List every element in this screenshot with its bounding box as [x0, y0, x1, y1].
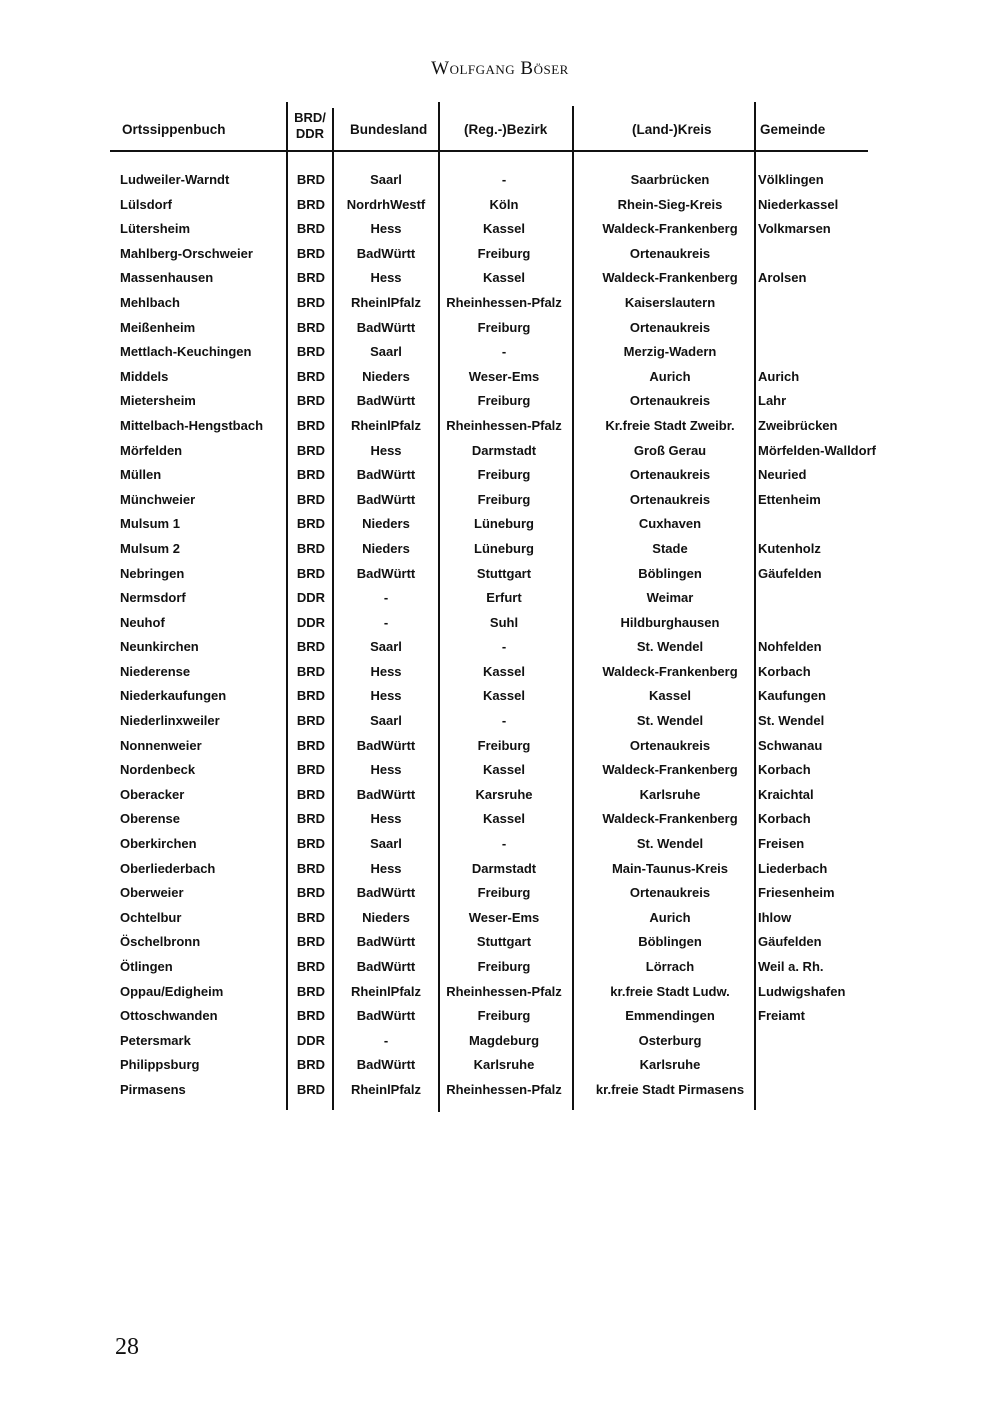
cell-bezirk: Rheinhessen-Pfalz	[446, 417, 562, 433]
cell-gemeinde: Freisen	[758, 836, 805, 852]
cell-bundesland: BadWürtt	[356, 1057, 416, 1073]
cell-brd-ddr: BRD	[296, 319, 326, 335]
cell-bezirk: Stuttgart	[476, 934, 532, 950]
cell-brd-ddr: DDR	[296, 1032, 326, 1048]
cell-bezirk: Freiburg	[477, 319, 531, 335]
cell-kreis: Lörrach	[645, 959, 695, 974]
cell-kreis: Ortenaukreis	[629, 245, 711, 261]
table-row	[110, 465, 890, 490]
cell-kreis: Groß Gerau	[633, 442, 707, 458]
cell-bundesland: Hess	[370, 270, 402, 286]
cell-kreis: Karlsruhe	[639, 786, 701, 802]
cell-bundesland: -	[383, 1032, 389, 1048]
cell-gemeinde: Kutenholz	[758, 540, 821, 556]
cell-brd-ddr: BRD	[296, 688, 326, 704]
cell-bundesland: Hess	[370, 663, 402, 679]
cell-ortssippenbuch: Middels	[120, 368, 169, 384]
cell-bezirk: Freiburg	[477, 245, 531, 261]
cell-brd-ddr: BRD	[296, 540, 326, 556]
cell-ortssippenbuch: Nordenbeck	[120, 762, 196, 778]
cell-gemeinde: Ludwigshafen	[758, 983, 846, 999]
cell-brd-ddr: BRD	[296, 860, 326, 876]
header-brd-ddr-top: BRD/	[294, 110, 326, 125]
cell-ortssippenbuch: Mehlbach	[120, 294, 180, 310]
header-gemeinde: Gemeinde	[760, 122, 826, 137]
cell-ortssippenbuch: Oberkirchen	[120, 836, 197, 852]
cell-bundesland: Hess	[370, 442, 402, 458]
cell-kreis: Böblingen	[638, 565, 702, 581]
cell-bezirk: Darmstadt	[471, 860, 537, 876]
cell-bezirk: Weser-Ems	[468, 909, 540, 925]
cell-gemeinde: Lahr	[758, 393, 787, 409]
cell-ortssippenbuch: Petersmark	[120, 1032, 191, 1048]
cell-ortssippenbuch: Mulsum 2	[120, 540, 180, 556]
table-row	[110, 170, 890, 195]
cell-kreis: Karlsruhe	[639, 1057, 701, 1073]
cell-kreis: Weimar	[646, 590, 694, 606]
cell-gemeinde: Friesenheim	[758, 885, 835, 901]
header-brd-ddr-bottom: DDR	[295, 126, 325, 141]
cell-brd-ddr: BRD	[296, 639, 326, 655]
register-table	[110, 102, 890, 1112]
cell-bundesland: BadWürtt	[356, 245, 416, 261]
cell-ortssippenbuch: Oberacker	[120, 786, 185, 802]
cell-ortssippenbuch: Mettlach-Keuchingen	[120, 344, 252, 360]
cell-bundesland: -	[383, 614, 389, 630]
cell-gemeinde: Mörfelden-Walldorf	[758, 442, 876, 458]
cell-kreis: St. Wendel	[636, 639, 704, 655]
cell-bezirk: Rheinhessen-Pfalz	[446, 1081, 562, 1097]
cell-kreis: Main-Taunus-Kreis	[611, 860, 729, 876]
cell-brd-ddr: BRD	[296, 983, 326, 999]
table-row	[110, 957, 890, 982]
table-row	[110, 760, 890, 785]
cell-kreis: St. Wendel	[636, 713, 704, 729]
cell-ortssippenbuch: Nebringen	[120, 565, 185, 581]
table-row	[110, 1006, 890, 1031]
cell-bezirk: -	[501, 639, 507, 655]
cell-bezirk: Weser-Ems	[468, 368, 540, 384]
cell-gemeinde: Neuried	[758, 467, 807, 483]
cell-ortssippenbuch: Lülsdorf	[120, 196, 172, 212]
cell-ortssippenbuch: Neunkirchen	[120, 639, 199, 655]
cell-ortssippenbuch: Ötlingen	[120, 959, 173, 974]
cell-ortssippenbuch: Massenhausen	[120, 270, 214, 286]
cell-ortssippenbuch: Nonnenweier	[120, 737, 202, 753]
header-brd-ddr	[290, 110, 330, 142]
cell-gemeinde: Weil a. Rh.	[758, 959, 824, 974]
table-row	[110, 293, 890, 318]
cell-ortssippenbuch: Mörfelden	[120, 442, 183, 458]
cell-ortssippenbuch: Mittelbach-Hengstbach	[120, 417, 264, 433]
cell-bezirk: -	[501, 836, 507, 852]
cell-bezirk: Karsruhe	[475, 786, 533, 802]
cell-ortssippenbuch: Oberliederbach	[120, 860, 216, 876]
cell-bundesland: BadWürtt	[356, 491, 416, 507]
cell-gemeinde: Völklingen	[758, 172, 824, 187]
cell-brd-ddr: BRD	[296, 491, 326, 507]
cell-kreis: Böblingen	[638, 934, 702, 950]
cell-gemeinde: Ettenheim	[758, 491, 821, 507]
cell-bezirk: Köln	[489, 196, 519, 212]
cell-bezirk: -	[501, 713, 507, 729]
cell-brd-ddr: BRD	[296, 245, 326, 261]
cell-brd-ddr: BRD	[296, 934, 326, 950]
cell-ortssippenbuch: Nermsdorf	[120, 590, 186, 606]
table-body	[110, 170, 890, 1105]
table-row	[110, 662, 890, 687]
table-row	[110, 564, 890, 589]
table-row	[110, 195, 890, 220]
cell-ortssippenbuch: Öschelbronn	[120, 934, 201, 950]
cell-ortssippenbuch: Münchweier	[120, 491, 196, 507]
table-row	[110, 318, 890, 343]
cell-bundesland: -	[383, 590, 389, 606]
header-ortssippenbuch: Ortssippenbuch	[122, 122, 226, 137]
table-row	[110, 490, 890, 515]
table-row	[110, 514, 890, 539]
cell-brd-ddr: BRD	[296, 1057, 326, 1073]
cell-gemeinde: Korbach	[758, 811, 811, 827]
cell-bundesland: Hess	[370, 762, 402, 778]
cell-ortssippenbuch: Müllen	[120, 467, 162, 483]
cell-brd-ddr: BRD	[296, 909, 326, 925]
cell-kreis: Kr.freie Stadt Zweibr.	[605, 417, 735, 433]
cell-ortssippenbuch: Meißenheim	[120, 319, 196, 335]
cell-bezirk: Freiburg	[477, 1008, 531, 1024]
cell-kreis: Aurich	[649, 368, 691, 384]
cell-kreis: Rhein-Sieg-Kreis	[617, 196, 723, 212]
cell-ortssippenbuch: Niederlinxweiler	[120, 713, 220, 729]
cell-ortssippenbuch: Niederense	[120, 663, 191, 679]
cell-kreis: Aurich	[649, 909, 691, 925]
cell-bezirk: Kassel	[483, 762, 525, 778]
running-head: Wolfgang Böser	[431, 58, 569, 79]
cell-brd-ddr: DDR	[296, 614, 326, 630]
cell-kreis: Kassel	[649, 688, 691, 704]
table-row	[110, 441, 890, 466]
table-row	[110, 219, 890, 244]
cell-gemeinde: Nohfelden	[758, 639, 822, 655]
cell-bundesland: Saarl	[370, 172, 402, 187]
table-row	[110, 637, 890, 662]
cell-kreis: kr.freie Stadt Pirmasens	[595, 1081, 745, 1097]
cell-bundesland: Hess	[370, 860, 402, 876]
cell-bundesland: Saarl	[370, 836, 402, 852]
cell-bundesland: RheinlPfalz	[350, 294, 422, 310]
cell-ortssippenbuch: Lütersheim	[120, 221, 191, 237]
table-row	[110, 736, 890, 761]
cell-bundesland: NordrhWestf	[346, 196, 426, 212]
cell-gemeinde: Korbach	[758, 663, 811, 679]
cell-gemeinde: Freiamt	[758, 1008, 805, 1024]
cell-kreis: Cuxhaven	[638, 516, 702, 532]
cell-kreis: Ortenaukreis	[629, 393, 711, 409]
cell-brd-ddr: BRD	[296, 737, 326, 753]
cell-bezirk: Stuttgart	[476, 565, 532, 581]
cell-brd-ddr: BRD	[296, 811, 326, 827]
table-row	[110, 883, 890, 908]
cell-brd-ddr: BRD	[296, 762, 326, 778]
cell-bundesland: BadWürtt	[356, 565, 416, 581]
cell-bezirk: Erfurt	[486, 590, 522, 606]
cell-ortssippenbuch: Mulsum 1	[120, 516, 180, 532]
cell-kreis: Osterburg	[638, 1032, 702, 1048]
table-row	[110, 908, 890, 933]
cell-brd-ddr: BRD	[296, 270, 326, 286]
table-row	[110, 416, 890, 441]
cell-brd-ddr: BRD	[296, 516, 326, 532]
cell-brd-ddr: BRD	[296, 565, 326, 581]
cell-bundesland: Saarl	[370, 639, 402, 655]
cell-brd-ddr: BRD	[296, 885, 326, 901]
cell-gemeinde: Korbach	[758, 762, 811, 778]
cell-bundesland: RheinlPfalz	[350, 1081, 422, 1097]
cell-bundesland: BadWürtt	[356, 393, 416, 409]
cell-bundesland: BadWürtt	[356, 786, 416, 802]
table-row	[110, 391, 890, 416]
cell-bezirk: Kassel	[483, 221, 525, 237]
cell-kreis: Emmendingen	[625, 1008, 715, 1024]
cell-bundesland: Hess	[370, 811, 402, 827]
table-row	[110, 859, 890, 884]
cell-ortssippenbuch: Ochtelbur	[120, 909, 182, 925]
cell-brd-ddr: BRD	[296, 467, 326, 483]
cell-gemeinde: Zweibrücken	[758, 417, 838, 433]
cell-ortssippenbuch: Niederkaufungen	[120, 688, 227, 704]
cell-kreis: Waldeck-Frankenberg	[602, 811, 738, 827]
table-row	[110, 785, 890, 810]
table-row	[110, 539, 890, 564]
cell-kreis: Merzig-Wadern	[623, 344, 717, 360]
header-bundesland: Bundesland	[350, 122, 428, 137]
cell-bezirk: Darmstadt	[471, 442, 537, 458]
cell-bundesland: BadWürtt	[356, 467, 416, 483]
cell-kreis: Ortenaukreis	[629, 491, 711, 507]
cell-kreis: Stade	[652, 540, 688, 556]
page-number: 28	[115, 1334, 139, 1360]
cell-brd-ddr: BRD	[296, 959, 326, 974]
cell-bundesland: Nieders	[362, 368, 410, 384]
cell-brd-ddr: BRD	[296, 417, 326, 433]
cell-bezirk: Freiburg	[477, 491, 531, 507]
cell-kreis: Ortenaukreis	[629, 885, 711, 901]
header-rule	[110, 150, 868, 152]
cell-brd-ddr: BRD	[296, 713, 326, 729]
cell-kreis: Waldeck-Frankenberg	[602, 663, 738, 679]
cell-brd-ddr: DDR	[296, 590, 326, 606]
cell-bundesland: BadWürtt	[356, 885, 416, 901]
cell-bundesland: RheinlPfalz	[350, 983, 422, 999]
cell-brd-ddr: BRD	[296, 786, 326, 802]
cell-bezirk: Freiburg	[477, 467, 531, 483]
cell-gemeinde: Liederbach	[758, 860, 828, 876]
cell-bundesland: Nieders	[362, 909, 410, 925]
cell-bundesland: RheinlPfalz	[350, 417, 422, 433]
cell-gemeinde: Volkmarsen	[758, 221, 831, 237]
cell-bundesland: Hess	[370, 221, 402, 237]
cell-bezirk: Freiburg	[477, 885, 531, 901]
cell-ortssippenbuch: Mietersheim	[120, 393, 196, 409]
cell-bezirk: Rheinhessen-Pfalz	[446, 983, 562, 999]
table-row	[110, 686, 890, 711]
cell-brd-ddr: BRD	[296, 368, 326, 384]
cell-bundesland: Hess	[370, 688, 402, 704]
cell-kreis: Ortenaukreis	[629, 319, 711, 335]
cell-gemeinde: Aurich	[758, 368, 800, 384]
table-row	[110, 613, 890, 638]
cell-gemeinde: Schwanau	[758, 737, 823, 753]
cell-gemeinde: St. Wendel	[758, 713, 825, 729]
cell-gemeinde: Gäufelden	[758, 934, 822, 950]
cell-gemeinde: Ihlow	[758, 909, 792, 925]
cell-bundesland: BadWürtt	[356, 319, 416, 335]
cell-brd-ddr: BRD	[296, 172, 326, 187]
cell-ortssippenbuch: Pirmasens	[120, 1081, 186, 1097]
cell-bezirk: Freiburg	[477, 393, 531, 409]
cell-bezirk: Kassel	[483, 811, 525, 827]
table-row	[110, 268, 890, 293]
cell-kreis: Saarbrücken	[630, 172, 710, 187]
cell-kreis: Kaiserslautern	[624, 294, 716, 310]
cell-ortssippenbuch: Oberweier	[120, 885, 184, 901]
table-row	[110, 244, 890, 269]
cell-bezirk: Freiburg	[477, 959, 531, 974]
cell-bezirk: Lüneburg	[474, 516, 534, 532]
table-row	[110, 1031, 890, 1056]
table-row	[110, 711, 890, 736]
cell-bezirk: -	[501, 172, 507, 187]
table-row	[110, 982, 890, 1007]
table-row	[110, 809, 890, 834]
cell-brd-ddr: BRD	[296, 1008, 326, 1024]
cell-bundesland: Nieders	[362, 540, 410, 556]
cell-bundesland: BadWürtt	[356, 959, 416, 974]
table-row	[110, 834, 890, 859]
cell-bezirk: Magdeburg	[468, 1032, 540, 1048]
cell-brd-ddr: BRD	[296, 344, 326, 360]
table-row	[110, 342, 890, 367]
cell-bundesland: BadWürtt	[356, 737, 416, 753]
cell-brd-ddr: BRD	[296, 294, 326, 310]
header-bezirk: (Reg.-)Bezirk	[464, 122, 548, 137]
cell-ortssippenbuch: Neuhof	[120, 614, 165, 630]
cell-bezirk: -	[501, 344, 507, 360]
cell-gemeinde: Kraichtal	[758, 786, 814, 802]
cell-brd-ddr: BRD	[296, 442, 326, 458]
cell-brd-ddr: BRD	[296, 1081, 326, 1097]
cell-kreis: Waldeck-Frankenberg	[602, 270, 738, 286]
cell-kreis: Waldeck-Frankenberg	[602, 762, 738, 778]
cell-ortssippenbuch: Philippsburg	[120, 1057, 200, 1073]
cell-bezirk: Kassel	[483, 688, 525, 704]
cell-ortssippenbuch: Oppau/Edigheim	[120, 983, 224, 999]
cell-gemeinde: Kaufungen	[758, 688, 826, 704]
cell-bezirk: Lüneburg	[474, 540, 534, 556]
table-row	[110, 588, 890, 613]
header-kreis: (Land-)Kreis	[632, 122, 712, 137]
cell-kreis: Hildburghausen	[620, 614, 720, 630]
cell-kreis: Ortenaukreis	[629, 467, 711, 483]
table-row	[110, 932, 890, 957]
cell-bezirk: Kassel	[483, 663, 525, 679]
cell-bezirk: Freiburg	[477, 737, 531, 753]
cell-bundesland: BadWürtt	[356, 934, 416, 950]
cell-brd-ddr: BRD	[296, 221, 326, 237]
cell-ortssippenbuch: Oberense	[120, 811, 180, 827]
cell-brd-ddr: BRD	[296, 393, 326, 409]
table-row	[110, 1080, 890, 1105]
cell-kreis: Waldeck-Frankenberg	[602, 221, 738, 237]
table-row	[110, 367, 890, 392]
cell-gemeinde: Arolsen	[758, 270, 807, 286]
cell-ortssippenbuch: Ottoschwanden	[120, 1008, 218, 1024]
cell-brd-ddr: BRD	[296, 663, 326, 679]
cell-brd-ddr: BRD	[296, 836, 326, 852]
cell-bundesland: Saarl	[370, 344, 402, 360]
cell-kreis: St. Wendel	[636, 836, 704, 852]
cell-gemeinde: Niederkassel	[758, 196, 839, 212]
cell-bezirk: Karlsruhe	[473, 1057, 535, 1073]
cell-bezirk: Kassel	[483, 270, 525, 286]
cell-bundesland: Saarl	[370, 713, 402, 729]
cell-bezirk: Suhl	[489, 614, 519, 630]
cell-kreis: kr.freie Stadt Ludw.	[610, 983, 730, 999]
cell-kreis: Ortenaukreis	[629, 737, 711, 753]
cell-bundesland: Nieders	[362, 516, 410, 532]
cell-gemeinde: Gäufelden	[758, 565, 822, 581]
cell-brd-ddr: BRD	[296, 196, 326, 212]
cell-bezirk: Rheinhessen-Pfalz	[446, 294, 562, 310]
cell-ortssippenbuch: Ludweiler-Warndt	[120, 172, 230, 187]
table-row	[110, 1055, 890, 1080]
cell-ortssippenbuch: Mahlberg-Orschweier	[120, 245, 253, 261]
cell-bundesland: BadWürtt	[356, 1008, 416, 1024]
